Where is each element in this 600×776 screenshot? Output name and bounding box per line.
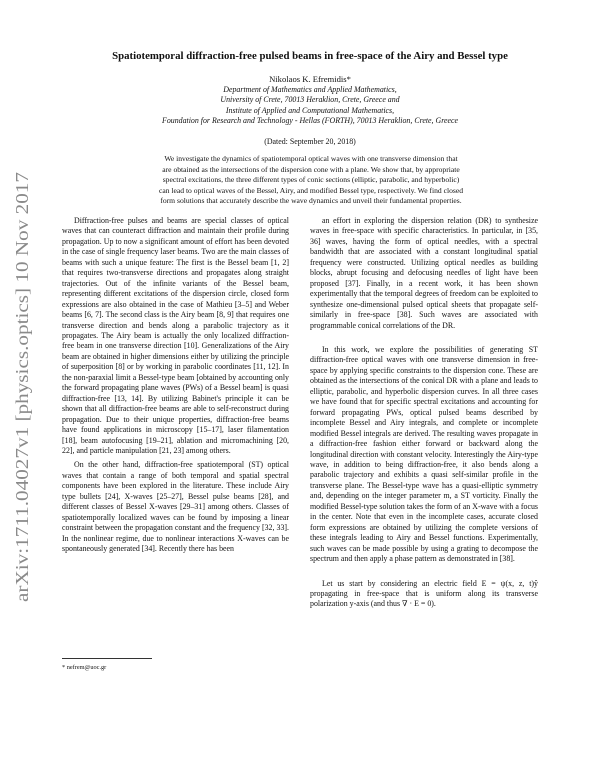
right-column — [310, 216, 538, 610]
arxiv-stamp[interactable] — [4, 168, 38, 606]
abstract-line: spectral excitations, the three different types of conic sections (elliptic, parabolic, and hyperbolic) — [162, 175, 460, 184]
left-column — [62, 216, 289, 555]
body-paragraph: On the other hand, diffraction-free spatiotemporal (ST) optical waves that contain a range of both temporal and spatial spectral components have been explored in the literature. These include Airy type bullets [24], X-waves [25–27], Bessel pulse beams [28], and different classes of Bessel X-waves [29–31] among others. Classes of spatiotemporally localized waves can be found by imposing a linear constraint between the propagation constant and the frequency [32, 33]. In the nonlinear regime, due to nonlinear interactions X-waves can be spontaneously generated [34]. Recently there has been — [62, 460, 289, 554]
affiliation-line: Institute of Applied and Computational Mathematics, — [225, 105, 395, 115]
dated-line: (Dated: September 20, 2018) — [264, 137, 356, 146]
body-paragraph: an effort in exploring the dispersion relation (DR) to synthesize waves in free-space with specific characteristics. In particular, in [35, 36] waves, having the form of optical needles, with a spectral bandwidth that are associated with a constant longitudinal spatial frequency were constructed. Utilizing optical needles as building blocks, abrupt focusing and defocusing needles of light have been proposed [37]. Finally, in a recent work, it has been shown experimentally that the temporal degrees of freedom can be exploited to synthesize one-dimensional pulsed optical sheets that propagate self-similarly in free-space [38]. Such waves are associated with programmable conical correlations of the DR. — [310, 216, 538, 330]
body-paragraph: Diffraction-free pulses and beams are special classes of optical waves that can counteract diffraction and maintain their profile during propagation. Up to now a significant amount of effort has been devoted in the case of single frequency laser beams. Two are the main classes of beams with such a unique feature: The first is the Bessel beam [1, 2] that requires two-transverse directions and propagates along straight trajectories. Out of the infinite variants of the Bessel beam, representing different excitations of the dispersion circle, closed form expressions are also obtained in the case of Mathieu [3–5] and Weber beams [6, 7]. The second class is the Airy beam [8, 9] that requires one transverse direction and bends along a parabolic trajectory as it propagates. The Airy beam is actually the only localized diffraction-free beam in one transverse direction [10]. Generalizations of the Airy beam are obtained in higher dimensions either by utilizing the principle of superposition [8] or by working in parabolic coordinates [11, 12]. In the non-paraxial limit a Bessel-type beam [obtained by accounting only the forward propagating plane waves (PWs) of a Bessel beam] is quasi diffraction-free [13, 14]. By utilizing Babinet's principle it can be shown that all diffraction-free beams are able to self-reconstruct during propagation. Due to their unique properties, diffraction-free beams have found applications in microscopy [15–17], laser filamentation [18], beam autofocusing [19–21], ablation and micromachining [20, 22], and particle manipulation [21, 23] among others. — [62, 216, 289, 455]
footnote-email[interactable]: * nefrem@uoc.gr — [62, 664, 107, 671]
abstract-line: can lead to optical waves of the Bessel, Airy, and modified Bessel type, respectively. We find closed — [158, 185, 464, 195]
affiliation-line: Foundation for Research and Technology - Hellas (FORTH), 70013 Heraklion, Crete, Greece — [162, 115, 458, 125]
footnote-rule — [62, 658, 152, 659]
body-paragraph: In this work, we explore the possibilities of generating ST diffraction-free optical waves with one transverse dimension in free-space by applying specific constraints to the dispersion cone. These are obtained as the intersections of the conical DR with a plane and leads to elliptic, parabolic, and hyperbolic dispersion curves. In all three cases we have found that for specific spectral excitations and accounting for forward propagating PWs, optical pulsed beams described by incomplete Bessel and Airy integrals, and complete or incomplete modified Bessel integrals are derived. The resulting waves propagate in a diffraction-free fashion either forward or backward along the longitudinal direction with constant velocity. Interestingly the Airy-type wave, in addition to being diffraction-free, it also bends along a parabolic trajectory and exhibits a quasi self-similar profile in the transverse plane. The Bessel-type wave has a quasi-elliptic symmetry and, depending on the integer parameter m, a ST vorticity. Finally the modified Bessel-type solution takes the form of an X-wave with a focus in the center. Note that even in the incomplete cases, accurate closed form expressions are obtained by utilizing the complete versions of these integrals leading to Airy and Bessel functions. Experimentally, such waves can be made possible by using a grating to decompose the spectrum and then apply a phase pattern as demonstrated in [38]. — [310, 344, 538, 564]
body-paragraph: Let us start by considering an electric field E = ψ(x, z, t)ŷ propagating in free-space that is uniform along its transverse polarization y-axis (and thus ∇ · E = 0). — [310, 578, 538, 609]
affiliation-line: Department of Mathematics and Applied Mathematics, — [223, 85, 397, 94]
abstract-line: form solutions that accurately describe the wave dynamics and unveil their fundamental properties. — [160, 196, 462, 205]
affiliation-line: University of Crete, 70013 Heraklion, Crete, Greece and — [220, 95, 400, 105]
arxiv-stamp-text: arXiv:1711.04027v1 [physics.optics] 10 Nov 2017 — [12, 246, 32, 602]
abstract-line: are obtained as the intersections of the dispersion cone with a plane. We show that, by appropriate — [162, 164, 460, 174]
abstract-line: We investigate the dynamics of spatiotemporal optical waves with one transverse dimension that — [164, 154, 458, 163]
affiliations — [40, 85, 580, 126]
author-name: Nikolaos K. Efremidis* — [269, 74, 351, 84]
paper-title: Spatiotemporal diffraction-free pulsed beams in free-space of the Airy and Bessel type — [112, 50, 508, 62]
abstract — [112, 154, 510, 207]
